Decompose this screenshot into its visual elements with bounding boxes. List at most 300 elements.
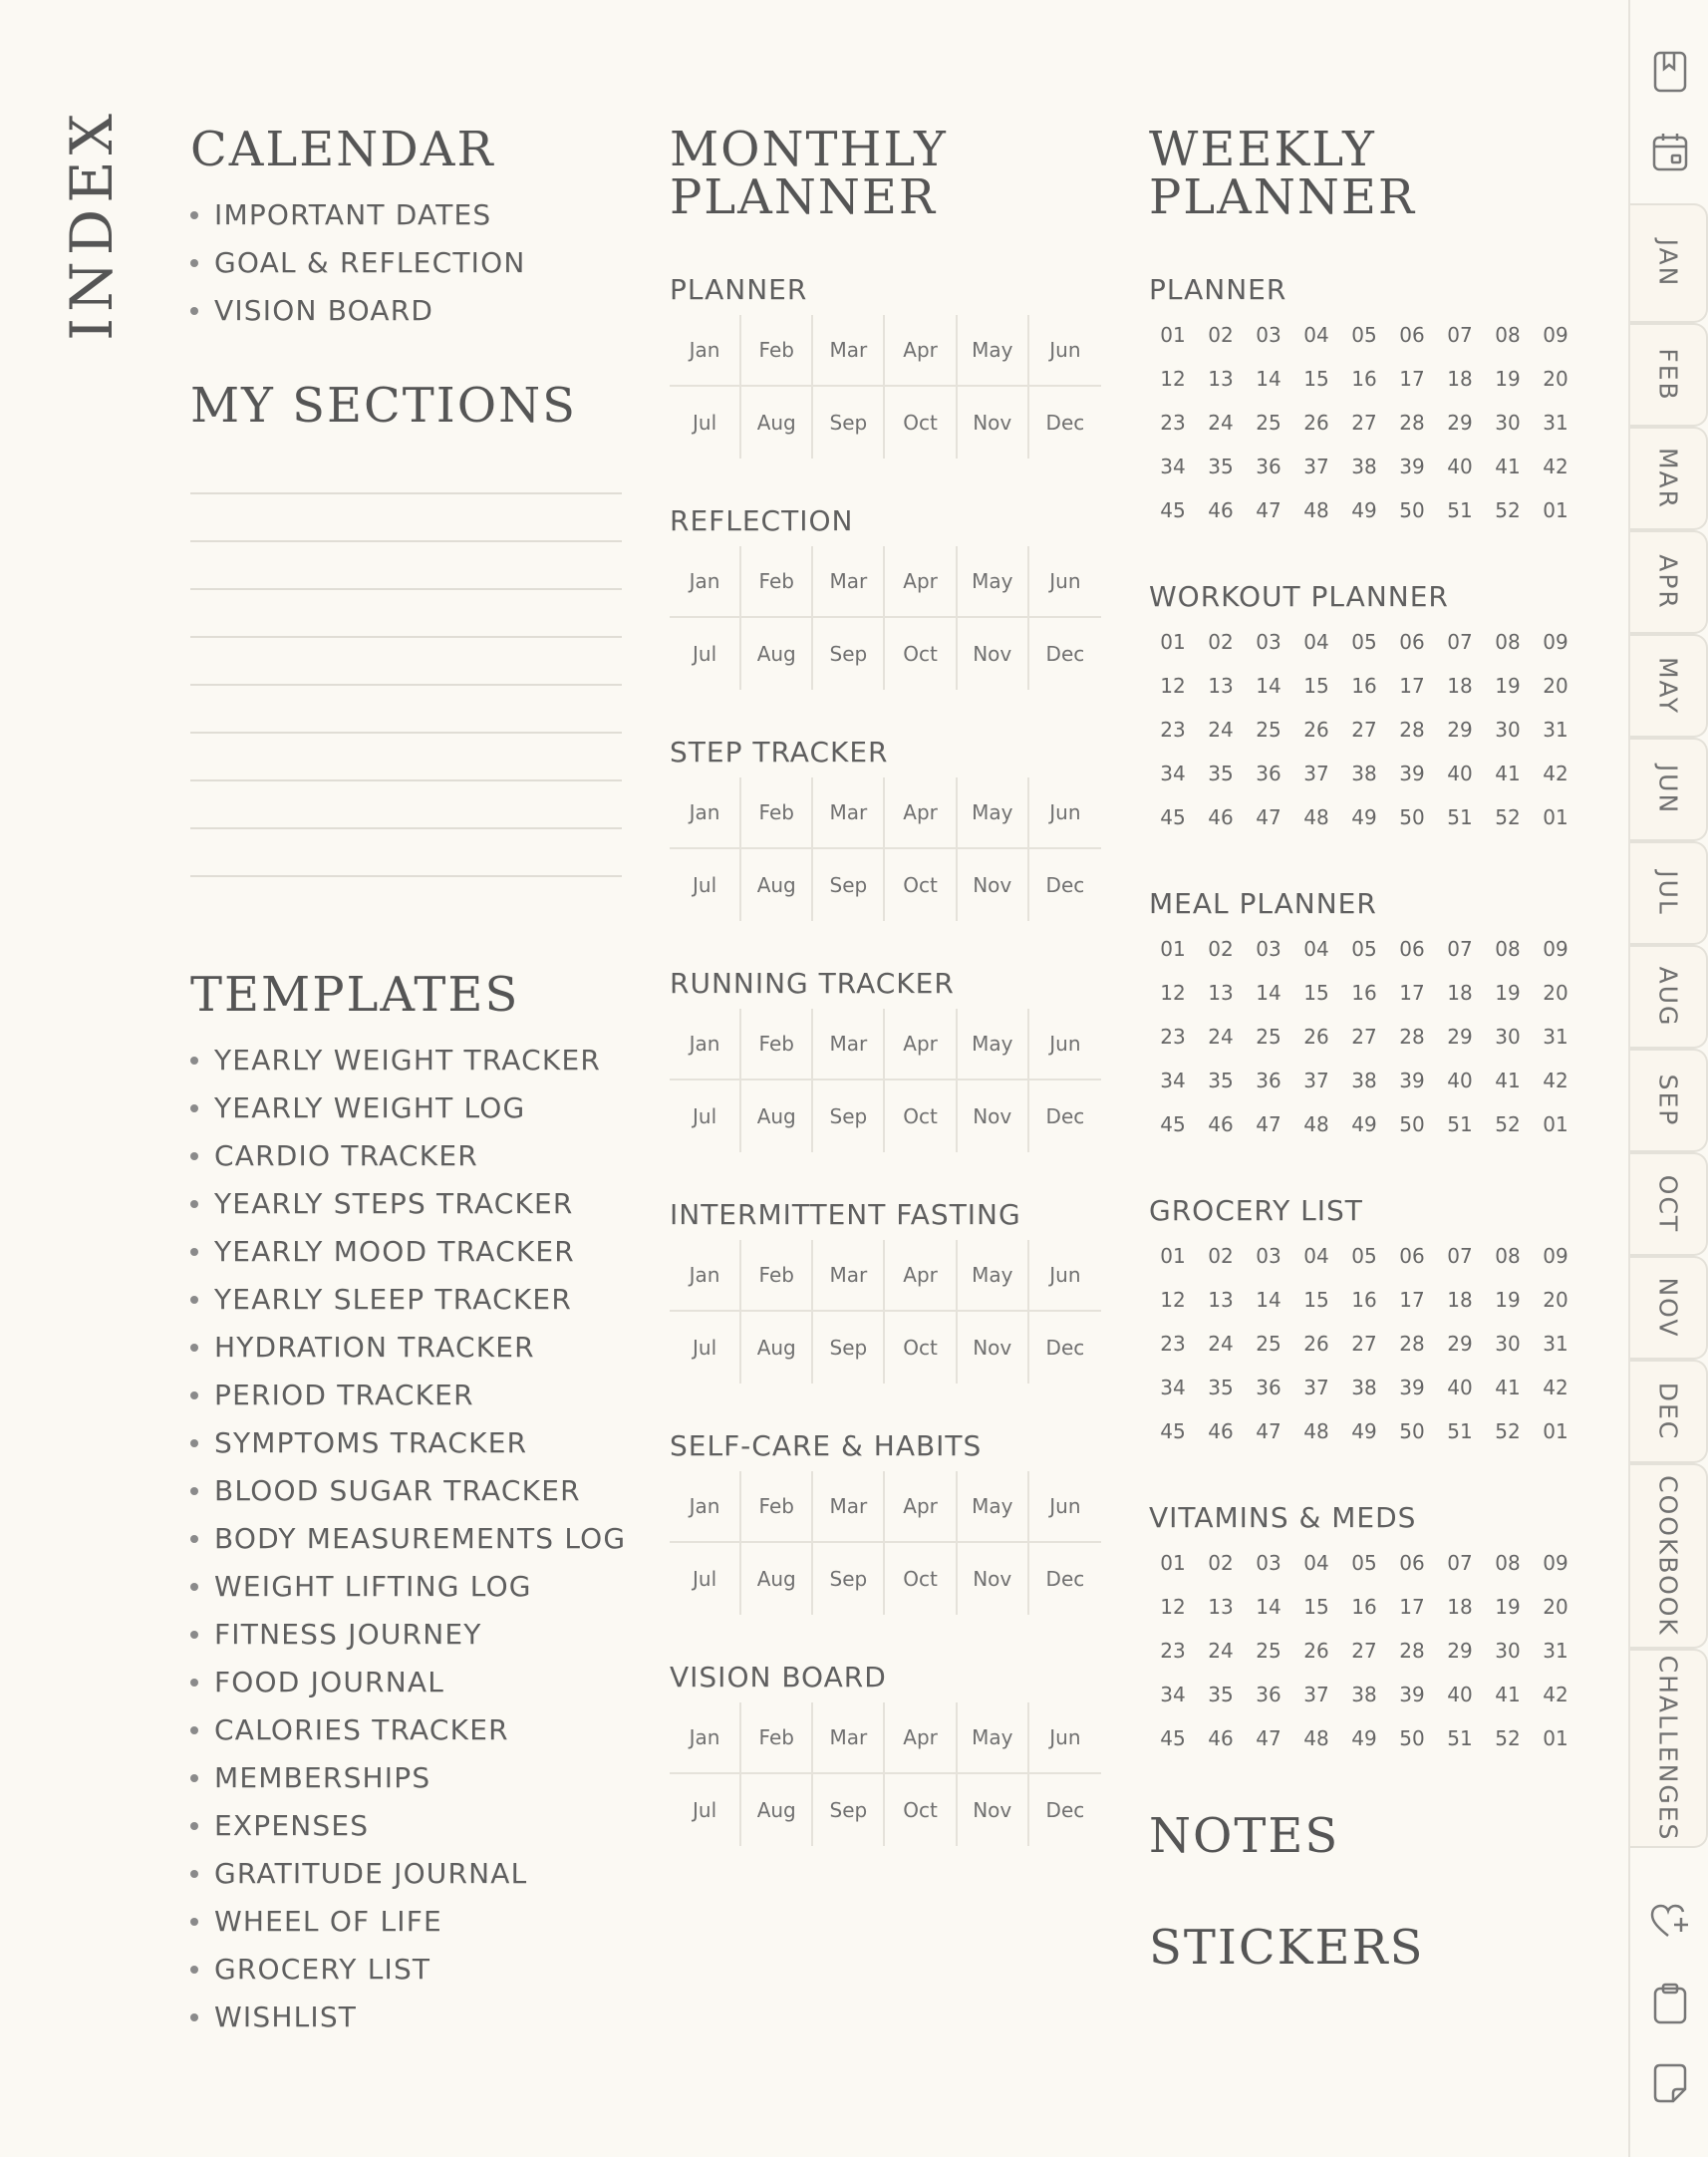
week-link[interactable]: 52 (1495, 1419, 1521, 1443)
week-link[interactable]: 09 (1543, 1551, 1568, 1575)
week-link[interactable]: 51 (1447, 1726, 1473, 1750)
week-link[interactable]: 12 (1160, 981, 1186, 1005)
month-link[interactable]: May (958, 315, 1029, 387)
month-link[interactable]: Oct (885, 1543, 957, 1615)
month-link[interactable]: Jan (670, 1471, 741, 1543)
week-link[interactable]: 07 (1447, 630, 1473, 654)
week-link[interactable]: 15 (1303, 1595, 1329, 1619)
section-line[interactable] (190, 638, 622, 686)
week-link[interactable]: 20 (1543, 674, 1568, 698)
month-link[interactable]: Nov (958, 618, 1029, 690)
month-link[interactable]: Jan (670, 1240, 741, 1312)
week-link[interactable]: 24 (1208, 1639, 1234, 1663)
month-link[interactable]: Sep (813, 618, 885, 690)
week-link[interactable]: 45 (1160, 498, 1186, 522)
calendar-icon[interactable] (1630, 122, 1708, 181)
week-link[interactable]: 08 (1495, 937, 1521, 961)
week-link[interactable]: 17 (1399, 1288, 1425, 1312)
week-link[interactable]: 12 (1160, 674, 1186, 698)
week-link[interactable]: 04 (1303, 937, 1329, 961)
section-line[interactable] (190, 494, 622, 542)
week-link[interactable]: 17 (1399, 1595, 1425, 1619)
week-link[interactable]: 46 (1208, 805, 1234, 829)
month-link[interactable]: Oct (885, 1312, 957, 1384)
week-link[interactable]: 09 (1543, 1244, 1568, 1268)
week-link[interactable]: 26 (1303, 411, 1329, 435)
week-link[interactable]: 41 (1495, 762, 1521, 785)
week-link[interactable]: 27 (1351, 1025, 1377, 1049)
notes-link[interactable]: NOTES (1149, 1808, 1340, 1864)
weekly-section-title[interactable]: PLANNER (1149, 273, 1287, 306)
week-link[interactable]: 24 (1208, 1025, 1234, 1049)
week-link[interactable]: 23 (1160, 718, 1186, 742)
week-link[interactable]: 39 (1399, 455, 1425, 478)
week-link[interactable]: 35 (1208, 455, 1234, 478)
month-link[interactable]: Mar (813, 1240, 885, 1312)
week-link[interactable]: 42 (1543, 762, 1568, 785)
week-link[interactable]: 30 (1495, 1332, 1521, 1356)
template-item[interactable]: YEARLY MOOD TRACKER (190, 1228, 623, 1276)
week-link[interactable]: 13 (1208, 1288, 1234, 1312)
week-link[interactable]: 19 (1495, 674, 1521, 698)
template-item[interactable]: YEARLY SLEEP TRACKER (190, 1276, 623, 1324)
month-link[interactable]: Jan (670, 777, 741, 849)
monthly-planner-title[interactable] (670, 122, 1101, 225)
month-link[interactable]: Feb (741, 546, 813, 618)
month-link[interactable]: Apr (885, 1009, 957, 1080)
template-item[interactable]: CALORIES TRACKER (190, 1706, 623, 1754)
weekly-section-title[interactable]: VITAMINS & MEDS (1149, 1501, 1417, 1534)
monthly-section-title[interactable]: VISION BOARD (670, 1661, 887, 1694)
month-link[interactable]: Feb (741, 1471, 813, 1543)
week-link[interactable]: 23 (1160, 411, 1186, 435)
week-link[interactable]: 18 (1447, 1595, 1473, 1619)
week-link[interactable]: 23 (1160, 1639, 1186, 1663)
week-link[interactable]: 13 (1208, 674, 1234, 698)
month-link[interactable]: Apr (885, 1702, 957, 1774)
template-item[interactable]: YEARLY WEIGHT TRACKER (190, 1037, 623, 1084)
week-link[interactable]: 07 (1447, 323, 1473, 347)
monthly-section-title[interactable]: STEP TRACKER (670, 736, 889, 769)
week-link[interactable]: 49 (1351, 805, 1377, 829)
week-link[interactable]: 24 (1208, 718, 1234, 742)
month-link[interactable]: Mar (813, 1009, 885, 1080)
week-link[interactable]: 27 (1351, 1332, 1377, 1356)
week-link[interactable]: 31 (1543, 718, 1568, 742)
week-link[interactable]: 37 (1303, 762, 1329, 785)
week-link[interactable]: 47 (1256, 805, 1281, 829)
month-link[interactable]: Nov (958, 849, 1029, 921)
stickers-link[interactable]: STICKERS (1149, 1920, 1425, 1976)
week-link[interactable]: 42 (1543, 1376, 1568, 1399)
week-link[interactable]: 34 (1160, 455, 1186, 478)
weekly-section-title[interactable]: MEAL PLANNER (1149, 887, 1377, 920)
week-link[interactable]: 52 (1495, 1112, 1521, 1136)
week-link[interactable]: 29 (1447, 1332, 1473, 1356)
tab-nov[interactable] (1630, 1256, 1708, 1360)
section-line[interactable] (190, 542, 622, 590)
template-item[interactable]: MEMBERSHIPS (190, 1754, 623, 1802)
week-link[interactable]: 41 (1495, 1683, 1521, 1706)
week-link[interactable]: 02 (1208, 630, 1234, 654)
week-link[interactable]: 36 (1256, 1376, 1281, 1399)
month-link[interactable]: Dec (1045, 411, 1085, 435)
week-link[interactable]: 46 (1208, 498, 1234, 522)
week-link[interactable]: 40 (1447, 1683, 1473, 1706)
week-link[interactable]: 19 (1495, 367, 1521, 391)
note-icon[interactable] (1630, 2053, 1708, 2113)
template-item[interactable]: WEIGHT LIFTING LOG (190, 1563, 623, 1611)
week-link[interactable]: 12 (1160, 1595, 1186, 1619)
month-link[interactable]: Dec (1045, 1104, 1085, 1128)
template-item[interactable]: HYDRATION TRACKER (190, 1324, 623, 1372)
week-link[interactable]: 28 (1399, 1639, 1425, 1663)
week-link[interactable]: 08 (1495, 1551, 1521, 1575)
tab-feb[interactable] (1630, 323, 1708, 427)
month-link[interactable]: Aug (741, 387, 813, 459)
week-link[interactable]: 40 (1447, 455, 1473, 478)
week-link[interactable]: 20 (1543, 1595, 1568, 1619)
week-link[interactable]: 36 (1256, 455, 1281, 478)
week-link[interactable]: 30 (1495, 718, 1521, 742)
week-link[interactable]: 24 (1208, 1332, 1234, 1356)
week-link[interactable]: 19 (1495, 1595, 1521, 1619)
bookmark-icon[interactable] (1630, 42, 1708, 102)
heart-plus-icon[interactable] (1630, 1892, 1708, 1952)
week-link[interactable]: 46 (1208, 1112, 1234, 1136)
week-link[interactable]: 06 (1399, 1551, 1425, 1575)
week-link[interactable]: 49 (1351, 1419, 1377, 1443)
week-link[interactable]: 38 (1351, 1069, 1377, 1092)
month-link[interactable]: Jan (670, 1702, 741, 1774)
week-link[interactable]: 28 (1399, 1025, 1425, 1049)
week-link[interactable]: 03 (1256, 1551, 1281, 1575)
week-link[interactable]: 47 (1256, 1112, 1281, 1136)
month-link[interactable]: Oct (885, 1774, 957, 1846)
week-link[interactable]: 50 (1399, 1419, 1425, 1443)
weekly-section-title[interactable]: GROCERY LIST (1149, 1194, 1363, 1227)
week-link[interactable]: 51 (1447, 1419, 1473, 1443)
week-link[interactable]: 01 (1160, 630, 1186, 654)
month-link[interactable]: Jul (670, 849, 741, 921)
template-item[interactable]: FITNESS JOURNEY (190, 1611, 623, 1659)
week-link[interactable]: 19 (1495, 981, 1521, 1005)
week-link[interactable]: 34 (1160, 1069, 1186, 1092)
week-link[interactable]: 31 (1543, 1025, 1568, 1049)
week-link[interactable]: 17 (1399, 367, 1425, 391)
templates-title[interactable]: TEMPLATES (190, 967, 520, 1023)
week-link[interactable]: 01 (1543, 1112, 1568, 1136)
month-link[interactable]: Feb (741, 315, 813, 387)
month-link[interactable]: Mar (813, 777, 885, 849)
week-link[interactable]: 48 (1303, 805, 1329, 829)
week-link[interactable]: 26 (1303, 1025, 1329, 1049)
month-link[interactable]: Oct (885, 618, 957, 690)
month-link[interactable]: Dec (1045, 1798, 1085, 1822)
section-line[interactable] (190, 686, 622, 734)
week-link[interactable]: 50 (1399, 1112, 1425, 1136)
monthly-section-title[interactable]: REFLECTION (670, 504, 854, 537)
week-link[interactable]: 31 (1543, 1332, 1568, 1356)
week-link[interactable]: 07 (1447, 937, 1473, 961)
week-link[interactable]: 50 (1399, 805, 1425, 829)
week-link[interactable]: 49 (1351, 1726, 1377, 1750)
week-link[interactable]: 06 (1399, 323, 1425, 347)
template-item[interactable]: EXPENSES (190, 1802, 623, 1850)
week-link[interactable]: 30 (1495, 411, 1521, 435)
month-link[interactable]: Apr (885, 777, 957, 849)
week-link[interactable]: 37 (1303, 1376, 1329, 1399)
month-link[interactable]: Apr (885, 1240, 957, 1312)
week-link[interactable]: 52 (1495, 498, 1521, 522)
week-link[interactable]: 20 (1543, 1288, 1568, 1312)
month-link[interactable]: Jan (670, 1009, 741, 1080)
week-link[interactable]: 28 (1399, 1332, 1425, 1356)
week-link[interactable]: 18 (1447, 1288, 1473, 1312)
week-link[interactable]: 42 (1543, 455, 1568, 478)
week-link[interactable]: 02 (1208, 1551, 1234, 1575)
week-link[interactable]: 34 (1160, 1683, 1186, 1706)
week-link[interactable]: 04 (1303, 630, 1329, 654)
section-line[interactable] (190, 590, 622, 638)
month-link[interactable]: Aug (741, 1080, 813, 1152)
week-link[interactable]: 16 (1351, 367, 1377, 391)
month-link[interactable]: Feb (741, 1702, 813, 1774)
month-link[interactable]: May (958, 546, 1029, 618)
section-line[interactable] (190, 781, 622, 829)
week-link[interactable]: 37 (1303, 1683, 1329, 1706)
week-link[interactable]: 35 (1208, 1069, 1234, 1092)
week-link[interactable]: 02 (1208, 937, 1234, 961)
week-link[interactable]: 30 (1495, 1639, 1521, 1663)
week-link[interactable]: 05 (1351, 1551, 1377, 1575)
monthly-section-title[interactable]: RUNNING TRACKER (670, 967, 955, 1000)
tab-jun[interactable] (1630, 738, 1708, 841)
template-item[interactable]: BLOOD SUGAR TRACKER (190, 1467, 623, 1515)
week-link[interactable]: 40 (1447, 1069, 1473, 1092)
week-link[interactable]: 03 (1256, 630, 1281, 654)
week-link[interactable]: 26 (1303, 1639, 1329, 1663)
my-sections-title[interactable]: MY SECTIONS (190, 378, 577, 434)
monthly-section-title[interactable]: PLANNER (670, 273, 808, 306)
month-link[interactable]: Mar (813, 315, 885, 387)
week-link[interactable]: 47 (1256, 1726, 1281, 1750)
month-link[interactable]: Jun (1029, 1702, 1101, 1774)
week-link[interactable]: 38 (1351, 455, 1377, 478)
week-link[interactable]: 34 (1160, 1376, 1186, 1399)
month-link[interactable]: Oct (885, 1080, 957, 1152)
week-link[interactable]: 41 (1495, 1069, 1521, 1092)
week-link[interactable]: 01 (1160, 937, 1186, 961)
week-link[interactable]: 05 (1351, 323, 1377, 347)
monthly-section-title[interactable]: SELF-CARE & HABITS (670, 1429, 983, 1462)
month-link[interactable]: Nov (958, 1312, 1029, 1384)
week-link[interactable]: 49 (1351, 1112, 1377, 1136)
week-link[interactable]: 46 (1208, 1726, 1234, 1750)
calendar-title[interactable]: CALENDAR (190, 122, 495, 177)
template-item[interactable]: BODY MEASUREMENTS LOG (190, 1515, 623, 1563)
month-link[interactable]: Dec (1045, 1567, 1085, 1591)
week-link[interactable]: 04 (1303, 323, 1329, 347)
week-link[interactable]: 01 (1160, 323, 1186, 347)
week-link[interactable]: 16 (1351, 1288, 1377, 1312)
week-link[interactable]: 35 (1208, 1683, 1234, 1706)
template-item[interactable]: WISHLIST (190, 1994, 623, 2041)
week-link[interactable]: 48 (1303, 1419, 1329, 1443)
week-link[interactable]: 51 (1447, 1112, 1473, 1136)
week-link[interactable]: 36 (1256, 1683, 1281, 1706)
week-link[interactable]: 16 (1351, 674, 1377, 698)
month-link[interactable]: Nov (958, 1543, 1029, 1615)
week-link[interactable]: 35 (1208, 1376, 1234, 1399)
template-item[interactable]: CARDIO TRACKER (190, 1132, 623, 1180)
week-link[interactable]: 34 (1160, 762, 1186, 785)
week-link[interactable]: 31 (1543, 1639, 1568, 1663)
week-link[interactable]: 49 (1351, 498, 1377, 522)
month-link[interactable]: May (958, 1471, 1029, 1543)
month-link[interactable]: Nov (958, 387, 1029, 459)
month-link[interactable]: May (958, 1702, 1029, 1774)
week-link[interactable]: 50 (1399, 498, 1425, 522)
section-line[interactable] (190, 447, 622, 494)
clipboard-icon[interactable] (1630, 1974, 1708, 2033)
week-link[interactable]: 01 (1160, 1244, 1186, 1268)
month-link[interactable]: Feb (741, 777, 813, 849)
template-item[interactable]: YEARLY STEPS TRACKER (190, 1180, 623, 1228)
week-link[interactable]: 52 (1495, 1726, 1521, 1750)
week-link[interactable]: 14 (1256, 1595, 1281, 1619)
week-link[interactable]: 15 (1303, 981, 1329, 1005)
week-link[interactable]: 12 (1160, 367, 1186, 391)
calendar-item[interactable]: IMPORTANT DATES (190, 191, 623, 239)
month-link[interactable]: May (958, 1240, 1029, 1312)
tab-dec[interactable] (1630, 1360, 1708, 1463)
week-link[interactable]: 18 (1447, 981, 1473, 1005)
month-link[interactable]: Sep (813, 387, 885, 459)
tab-cookbook[interactable] (1630, 1463, 1708, 1649)
week-link[interactable]: 03 (1256, 937, 1281, 961)
week-link[interactable]: 45 (1160, 805, 1186, 829)
month-link[interactable]: Jun (1029, 546, 1101, 618)
month-link[interactable]: Jun (1029, 1009, 1101, 1080)
week-link[interactable]: 45 (1160, 1112, 1186, 1136)
month-link[interactable]: Aug (741, 1312, 813, 1384)
week-link[interactable]: 05 (1351, 1244, 1377, 1268)
week-link[interactable]: 09 (1543, 323, 1568, 347)
month-link[interactable]: May (958, 777, 1029, 849)
week-link[interactable]: 28 (1399, 718, 1425, 742)
week-link[interactable]: 31 (1543, 411, 1568, 435)
week-link[interactable]: 52 (1495, 805, 1521, 829)
week-link[interactable]: 42 (1543, 1069, 1568, 1092)
section-line[interactable] (190, 829, 622, 877)
week-link[interactable]: 20 (1543, 981, 1568, 1005)
week-link[interactable]: 05 (1351, 937, 1377, 961)
week-link[interactable]: 04 (1303, 1244, 1329, 1268)
week-link[interactable]: 16 (1351, 1595, 1377, 1619)
week-link[interactable]: 48 (1303, 1726, 1329, 1750)
week-link[interactable]: 39 (1399, 1683, 1425, 1706)
month-link[interactable]: Apr (885, 546, 957, 618)
week-link[interactable]: 13 (1208, 1595, 1234, 1619)
week-link[interactable]: 26 (1303, 1332, 1329, 1356)
month-link[interactable]: Jun (1029, 1240, 1101, 1312)
week-link[interactable]: 50 (1399, 1726, 1425, 1750)
week-link[interactable]: 03 (1256, 323, 1281, 347)
week-link[interactable]: 01 (1543, 498, 1568, 522)
week-link[interactable]: 41 (1495, 455, 1521, 478)
month-link[interactable]: Dec (1045, 873, 1085, 897)
week-link[interactable]: 39 (1399, 762, 1425, 785)
calendar-item[interactable]: VISION BOARD (190, 287, 623, 335)
week-link[interactable]: 39 (1399, 1069, 1425, 1092)
week-link[interactable]: 16 (1351, 981, 1377, 1005)
week-link[interactable]: 26 (1303, 718, 1329, 742)
tab-mar[interactable] (1630, 427, 1708, 530)
week-link[interactable]: 09 (1543, 630, 1568, 654)
week-link[interactable]: 15 (1303, 674, 1329, 698)
week-link[interactable]: 47 (1256, 498, 1281, 522)
week-link[interactable]: 48 (1303, 498, 1329, 522)
week-link[interactable]: 20 (1543, 367, 1568, 391)
week-link[interactable]: 08 (1495, 1244, 1521, 1268)
month-link[interactable]: Jun (1029, 315, 1101, 387)
week-link[interactable]: 01 (1543, 1419, 1568, 1443)
month-link[interactable]: Aug (741, 1543, 813, 1615)
month-link[interactable]: Nov (958, 1080, 1029, 1152)
month-link[interactable]: Sep (813, 849, 885, 921)
week-link[interactable]: 17 (1399, 674, 1425, 698)
week-link[interactable]: 14 (1256, 981, 1281, 1005)
week-link[interactable]: 40 (1447, 1376, 1473, 1399)
month-link[interactable]: Dec (1045, 642, 1085, 666)
week-link[interactable]: 23 (1160, 1025, 1186, 1049)
week-link[interactable]: 51 (1447, 805, 1473, 829)
month-link[interactable]: Jul (670, 1774, 741, 1846)
week-link[interactable]: 29 (1447, 1639, 1473, 1663)
week-link[interactable]: 47 (1256, 1419, 1281, 1443)
month-link[interactable]: Jul (670, 618, 741, 690)
week-link[interactable]: 37 (1303, 1069, 1329, 1092)
week-link[interactable]: 13 (1208, 367, 1234, 391)
month-link[interactable]: Sep (813, 1080, 885, 1152)
week-link[interactable]: 42 (1543, 1683, 1568, 1706)
month-link[interactable]: Feb (741, 1009, 813, 1080)
week-link[interactable]: 06 (1399, 630, 1425, 654)
week-link[interactable]: 07 (1447, 1244, 1473, 1268)
week-link[interactable]: 41 (1495, 1376, 1521, 1399)
month-link[interactable]: Jul (670, 387, 741, 459)
template-item[interactable]: FOOD JOURNAL (190, 1659, 623, 1706)
tab-apr[interactable] (1630, 530, 1708, 634)
month-link[interactable]: Mar (813, 1702, 885, 1774)
week-link[interactable]: 36 (1256, 1069, 1281, 1092)
week-link[interactable]: 12 (1160, 1288, 1186, 1312)
week-link[interactable]: 25 (1256, 411, 1281, 435)
tab-jul[interactable] (1630, 841, 1708, 945)
week-link[interactable]: 02 (1208, 323, 1234, 347)
week-link[interactable]: 14 (1256, 367, 1281, 391)
weekly-planner-title[interactable] (1149, 122, 1579, 225)
month-link[interactable]: Jul (670, 1312, 741, 1384)
template-item[interactable]: GROCERY LIST (190, 1946, 623, 1994)
tab-may[interactable] (1630, 634, 1708, 738)
week-link[interactable]: 04 (1303, 1551, 1329, 1575)
month-link[interactable]: Sep (813, 1543, 885, 1615)
week-link[interactable]: 08 (1495, 630, 1521, 654)
month-link[interactable]: Jan (670, 315, 741, 387)
tab-oct[interactable] (1630, 1152, 1708, 1256)
